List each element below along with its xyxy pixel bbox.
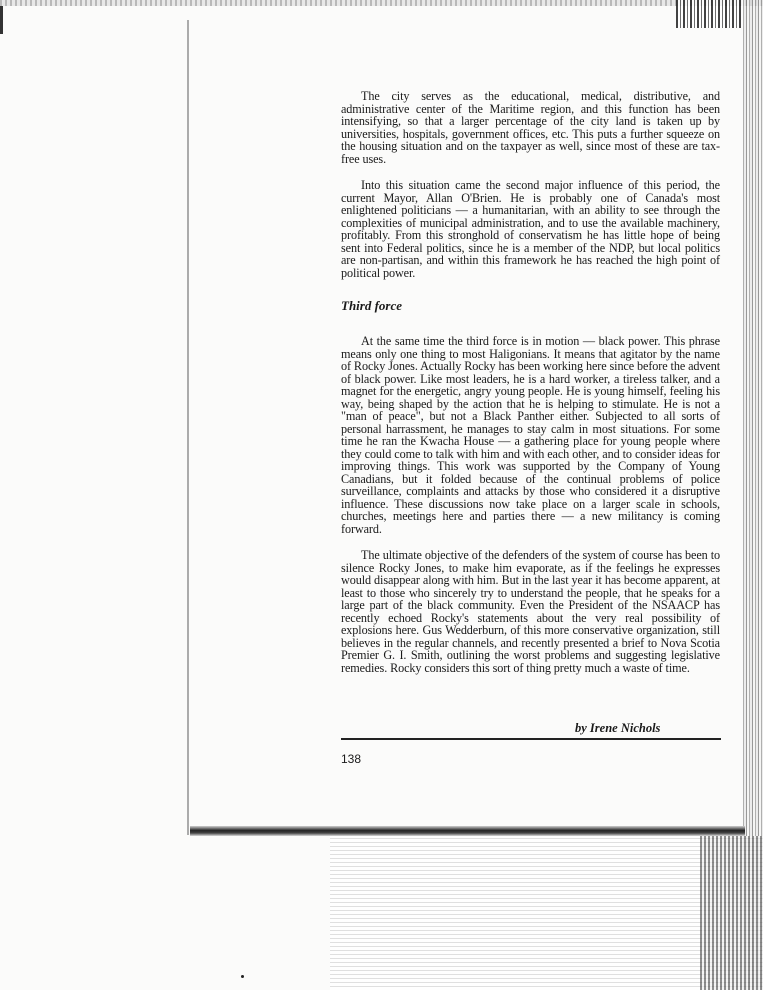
paragraph-rocky-jones: The ultimate objective of the defenders of the system of course has been to silence Rocky Jones, to make him evaporate, as if the feelings he expresses would disappear along with him. But in the last year it has become apparent, at least to those who sincerely try to understand the people, that he speaks for a large part of the black community. Even the President of the NSAACP has recently echoed Rocky's statements about the very real possibility of explosions here. Gus Wedderburn, of this more conservative organization, still believes in the regular channels, and recently presented a brief to Nova Scotia Premier G. I. Smith, outlining the worst problems and suggesting legislative remedies. Rocky considers this sort of thing pretty much a waste of time. — [341, 548, 720, 675]
scan-speck — [241, 975, 244, 978]
scan-top-right-artifact — [676, 0, 743, 28]
page-bottom-edge — [190, 826, 745, 836]
article-body — [341, 90, 720, 674]
author-byline: by Irene Nichols — [575, 721, 661, 735]
section-heading: Third force — [341, 298, 403, 313]
scan-bottom-right-artifact — [700, 836, 763, 990]
paragraph-black-power: At the same time the third force is in motion — black power. This phrase means only one thing to most Haligonians. It means that agitator by the name of Rocky Jones. Actually Rocky has been working here since before the advent of black power. Like most leaders, he is a hard worker, a tireless talker, and a magnet for the energetic, angry young people. He is young himself, feeling his way, being shaped by the action that he is helping to stimulate. He is not a "man of peace", but not a Black Panther either. Subjected to all sorts of personal harrassment, he manages to stay calm in most situations. For some time he ran the Kwacha House — a gathering place for young people where they could come to talk with him and with each other, and to consider ideas for improving things. This work was supported by the Company of Young Canadians, but it folded because of the continual problems of police surveillance, complaints and attacks by those who considered it a disruptive influence. These discussions now take place on a larger scale in schools, churches, meetings here and parties there — a new militancy is coming forward. — [341, 334, 720, 536]
paragraph-city-role: The city serves as the educational, medical, distributive, and administrative center of the Maritime region, and this function has been intensifying, so that a larger percentage of the city land is taken up by universities, hospitals, government offices, etc. This puts a further squeeze on the housing situation and on the taxpayer as well, since most of these are tax-free uses. — [341, 89, 720, 166]
page-number: 138 — [341, 752, 362, 766]
scan-top-edge — [0, 0, 763, 6]
scan-bottom-artifact — [330, 836, 763, 990]
paragraph-mayor: Into this situation came the second major influence of this period, the current Mayor, Allan O'Brien. He is probably one of Canada's most enlightened politicians — a humanitarian, with an ability to see through the complexities of municipal administration, and to use the available machinery, profitably. From this stronghold of conservatism he has little hope of being sent into Federal politics, since he is a member of the NDP, but local politics are non-partisan, and within this framework he has reached the high point of political power. — [341, 178, 720, 280]
footer-rule — [341, 738, 721, 740]
page-left-edge — [187, 20, 189, 835]
scan-corner-mark — [0, 6, 3, 34]
